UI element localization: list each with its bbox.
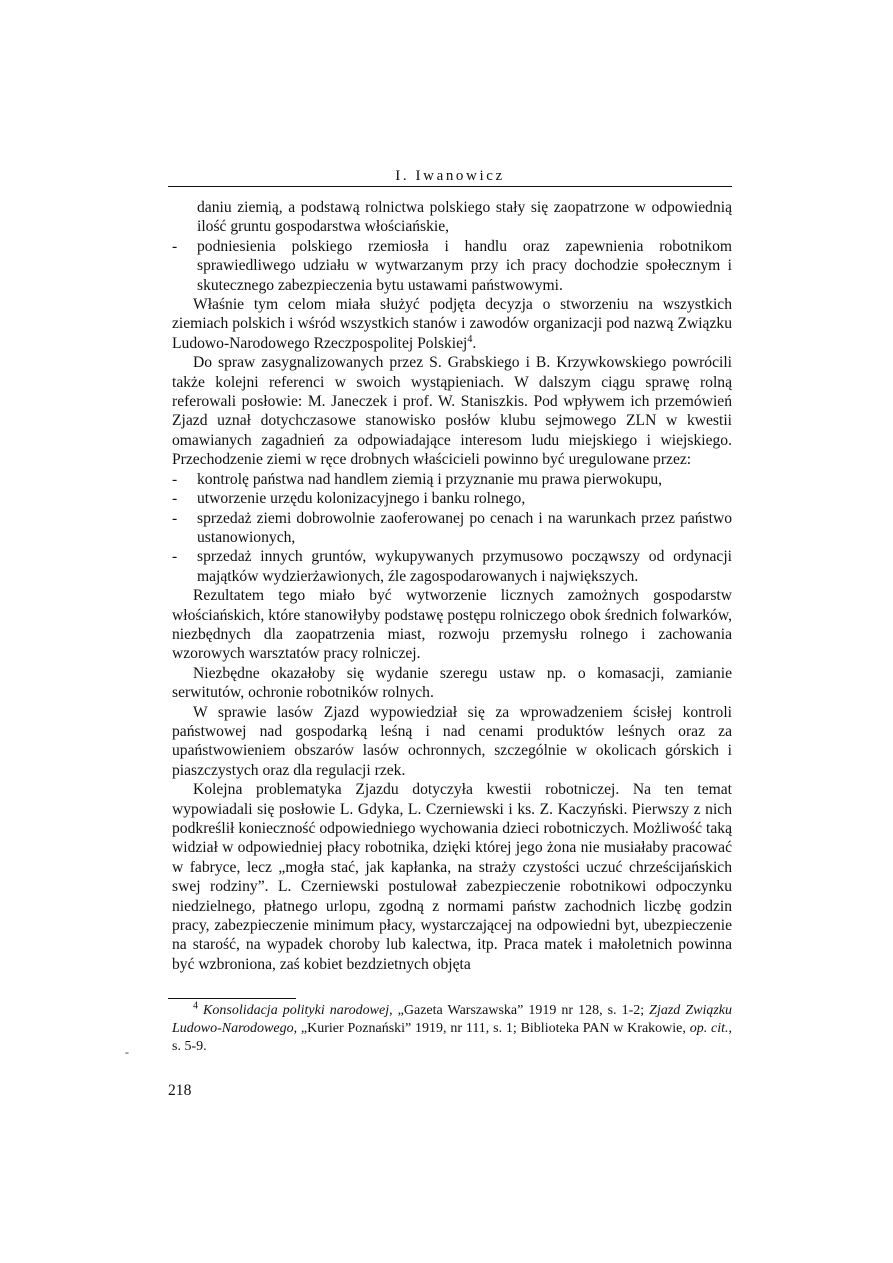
list-item-text: sprzedaż ziemi dobrowolnie zaoferowanej po cenach i na warunkach przez państwo ustanowionych, — [197, 509, 732, 546]
list-item — [172, 509, 732, 548]
footnote-title-2: Zjazd Związku Ludowo-Narodowego — [172, 1003, 733, 1037]
paragraph-1 — [172, 295, 732, 353]
list-item — [172, 489, 732, 508]
footnote-text-2: , „Kurier Poznański” 1919, nr 111, s. 1; Biblioteka PAN w Krakowie, — [293, 1021, 690, 1037]
running-head: I. Iwanowicz — [395, 168, 505, 184]
list-item — [172, 547, 732, 586]
footnote-number: 4 — [193, 1000, 198, 1012]
lead-continuation: daniu ziemią, a podstawą rolnictwa polskiego stały się zaopatrzone w odpowiednią ilość gruntu gospodarstwa włościańskie, — [197, 199, 732, 236]
list-item — [172, 237, 732, 295]
dash-bullet: - — [172, 490, 178, 508]
dash-bullet: - — [172, 237, 178, 255]
dash-bullet: - — [172, 509, 178, 527]
list-item — [172, 470, 732, 489]
body-text — [172, 198, 732, 974]
footnote-reference[interactable]: 4 — [467, 333, 473, 345]
header-rule — [168, 186, 732, 187]
margin-mark: - — [125, 1045, 129, 1059]
footnote-text — [172, 1002, 732, 1057]
paragraph-text: Właśnie tym celom miała służyć podjęta decyzja o stworzeniu na wszystkich ziemiach polskich i wśród wszystkich stanów i zawodów organizacji pod nazwą Związku Ludowo-Narodowego Rzeczpospolitej Polskiej — [172, 296, 732, 352]
list-item-text: kontrolę państwa nad handlem ziemią i przyznanie mu prawa pierwokupu, — [197, 470, 663, 488]
list-reforms — [172, 237, 732, 295]
page-number: 218 — [168, 1082, 192, 1099]
dash-bullet: - — [172, 470, 178, 488]
paragraph-2: Do spraw zasygnalizowanych przez S. Grabskiego i B. Krzywkowskiego powrócili także kolejni referenci w swoich wystąpieniach. W dalszym ciągu sprawę rolną referowali posłowie: M. Janeczek i prof. W. Staniszkis. Pod wpływem ich przemówień Zjazd uznał dotychczasowe stanowisko posłów klubu sejmowego ZLN w kwestii omawianych zagadnień za odpowiadające interesom ludu miejskiego i wiejskiego. Przechodzenie ziemi w ręce drobnych właścicieli powinno być uregulowane przez: — [172, 354, 732, 469]
paragraph-5: W sprawie lasów Zjazd wypowiedział się za wprowadzeniem ścisłej kontroli państwowej nad gospodarką leśną i nad cenami produktów leśnych oraz za upaństwowieniem obszarów lasów ochronnych, szczególnie w okolicach górskich i piaszczystych oraz dla regulacji rzek. — [172, 703, 732, 779]
paragraph-6: Kolejna problematyka Zjazdu dotyczyła kwestii robotniczej. Na ten temat wypowiadali się posłowie L. Gdyka, L. Czerniewski i ks. Z. Kaczyński. Pierwszy z nich podkreślił konieczność odpowiedniego wychowania dzieci robotniczych. Możliwość taką widział w odpowiedniej płacy robotnika, dzięki której jego żona nie musiałaby pracować w fabryce, lecz „mogła stać, jak kapłanka, na straży czystości uczuć chrześcijańskich swej rodziny”. L. Czerniewski postulował zabezpieczenie robotnikowi odpoczynku niedzielnego, płatnego urlopu, zgodną z normami państw zachodnich liczbę godzin pracy, zabezpieczenie minimum płacy, wystarczającej na odpowiedni byt, ubezpieczenie na starość, na wypadek choroby lub kalectwa, itp. Praca matek i małoletnich powinna być wzbroniona, zaś kobiet bezdzietnych objęta — [172, 781, 732, 973]
footnote-text-1: , „Gazeta Warszawska” 1919 nr 128, s. 1-2; — [389, 1003, 650, 1018]
dash-bullet: - — [172, 548, 178, 566]
paragraph-end: . — [472, 334, 477, 352]
footnote-ref-abbrev: op. cit. — [689, 1021, 729, 1037]
list-item-text: utworzenie urzędu kolonizacyjnego i banku rolnego, — [197, 490, 526, 508]
paragraph-4: Niezbędne okazałoby się wydanie szeregu ustaw np. o komasacji, zamianie serwitutów, ochronie robotników rolnych. — [172, 664, 732, 702]
list-land-regulation — [172, 470, 732, 586]
footnote-rule — [168, 998, 296, 999]
footnote — [172, 1002, 732, 1057]
footnote-text-3: , s. 5-9. — [172, 1021, 732, 1055]
list-item-text: sprzedaż innych gruntów, wykupywanych przymusowo począwszy od ordynacji majątków wydzierżawionych, źle zagospodarowanych i największych. — [197, 548, 732, 585]
paragraph-3: Rezultatem tego miało być wytworzenie licznych zamożnych gospodarstw włościańskich, które stanowiłyby podstawę postępu rolniczego obok średnich folwarków, niezbędnych dla zaopatrzenia miast, rozwoju przemysłu rolnego i zachowania wzorowych warsztatów pracy rolniczej. — [172, 587, 732, 663]
footnote-title-1: Konsolidacja polityki narodowej — [203, 1003, 390, 1018]
list-item-text: podniesienia polskiego rzemiosła i handlu oraz zapewnienia robotnikom sprawiedliwego udziału w wytwarzanym przy ich pracy dochodzie społecznym i skutecznego zabezpieczenia bytu ustawami państwowymi. — [197, 237, 732, 294]
